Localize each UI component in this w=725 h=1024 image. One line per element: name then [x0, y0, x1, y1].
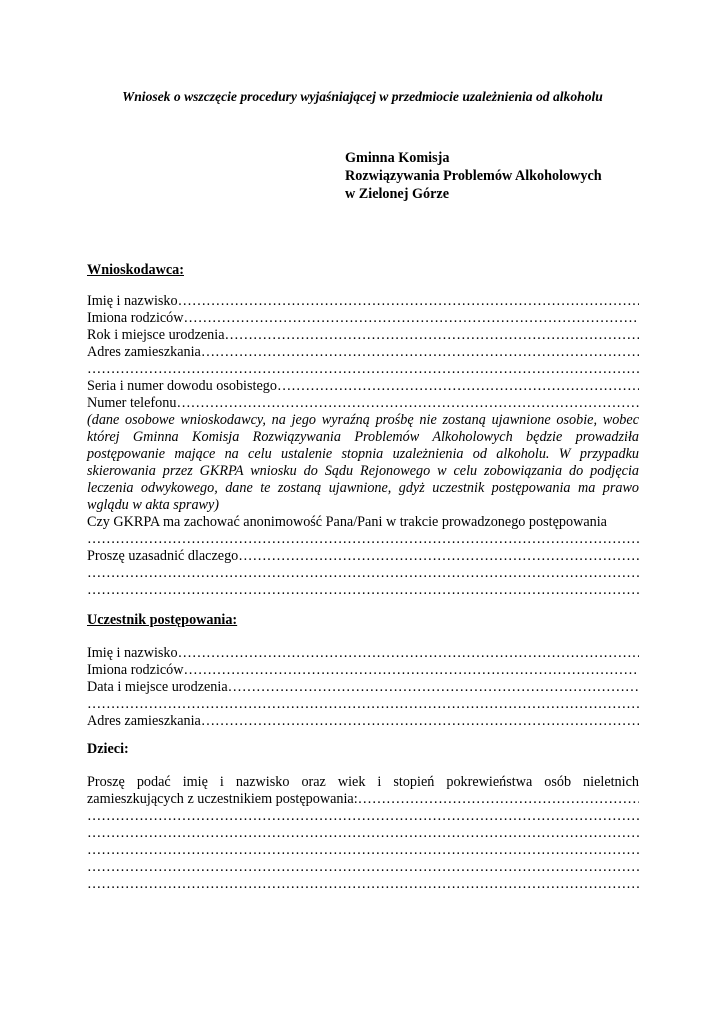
- applicant-address-label: Adres zamieszkania: [87, 344, 201, 360]
- children-instruction: Proszę podać imię i nazwisko oraz wiek i stopień pokrewieństwa osób nieletnich: [87, 774, 639, 790]
- fill-in-line: [225, 327, 640, 344]
- fill-in-line: [87, 696, 639, 713]
- children-field[interactable]: [87, 842, 639, 859]
- fill-in-line: [87, 859, 639, 876]
- applicant-heading: Wnioskodawca:: [87, 262, 184, 278]
- participant-parents-label: Imiona rodziców: [87, 662, 184, 678]
- participant-birth-field[interactable]: [87, 679, 639, 696]
- children-field[interactable]: [87, 859, 639, 876]
- fill-in-line: [87, 825, 639, 842]
- children-heading: Dzieci:: [87, 741, 129, 757]
- children-instruction-continuation: zamieszkujących z uczestnikiem postępowania:: [87, 791, 358, 807]
- children-first-field[interactable]: [87, 791, 639, 808]
- justification-continuation[interactable]: [87, 565, 639, 582]
- participant-heading: Uczestnik postępowania:: [87, 612, 238, 628]
- participant-parents-field[interactable]: [87, 662, 639, 679]
- applicant-birth-label: Rok i miejsce urodzenia: [87, 327, 225, 343]
- fill-in-line: [201, 713, 639, 730]
- fill-in-line: [238, 548, 639, 565]
- participant-address-label: Adres zamieszkania: [87, 713, 201, 729]
- participant-birth-continuation[interactable]: [87, 696, 639, 713]
- applicant-id-label: Seria i numer dowodu osobistego: [87, 378, 277, 394]
- participant-address-field[interactable]: [87, 713, 639, 730]
- document-title: Wniosek o wszczęcie procedury wyjaśniającej w przedmiocie uzależnienia od alkoholu: [122, 89, 603, 104]
- anonymity-question: Czy GKRPA ma zachować anonimowość Pana/Pani w trakcie prowadzonego postępowania: [87, 514, 607, 530]
- fill-in-line: [201, 344, 639, 361]
- fill-in-line: [87, 842, 639, 859]
- justification-field[interactable]: [87, 548, 639, 565]
- children-field[interactable]: [87, 808, 639, 825]
- fill-in-line: [358, 791, 639, 808]
- applicant-name-label: Imię i nazwisko: [87, 293, 178, 309]
- applicant-phone-label: Numer telefonu: [87, 395, 177, 411]
- participant-section: [87, 645, 639, 730]
- applicant-address-field[interactable]: [87, 344, 639, 361]
- participant-name-field[interactable]: [87, 645, 639, 662]
- applicant-address-continuation[interactable]: [87, 361, 639, 378]
- addressee-line-2: Rozwiązywania Problemów Alkoholowych: [345, 168, 602, 184]
- children-field[interactable]: [87, 876, 639, 893]
- fill-in-line: [87, 582, 639, 599]
- justification-continuation[interactable]: [87, 582, 639, 599]
- participant-name-label: Imię i nazwisko: [87, 645, 178, 661]
- fill-in-line: [87, 565, 639, 582]
- addressee-block: [345, 149, 602, 203]
- applicant-parents-field[interactable]: [87, 310, 639, 327]
- applicant-privacy-note: (dane osobowe wnioskodawcy, na jego wyraźną prośbę nie zostaną ujawnione osobie, wobec której Gminna Komisja Rozwiązywania Problemów Alkoholowych będzie prowadziła postępowanie mające na celu ustalenie stopnia uzależnienia od alkoholu. W przypadku skierowania przez GKRPA wniosku do Sądu Rejonowego w celu zobowiązania do podjęcia leczenia odwykowego, dane te zostaną ujawnione, gdyż uczestnik postępowania ma prawo wglądu w akta sprawy): [87, 412, 639, 513]
- fill-in-line: [178, 645, 639, 662]
- addressee-line-3: w Zielonej Górze: [345, 186, 450, 202]
- anonymity-answer-field[interactable]: [87, 531, 639, 548]
- applicant-section: [87, 293, 639, 599]
- justification-label: Proszę uzasadnić dlaczego: [87, 548, 239, 564]
- applicant-phone-field[interactable]: [87, 395, 639, 412]
- fill-in-line: [184, 310, 639, 327]
- fill-in-line: [184, 662, 639, 679]
- participant-birth-label: Data i miejsce urodzenia: [87, 679, 228, 695]
- children-section: [87, 774, 639, 893]
- fill-in-line: [87, 361, 639, 378]
- addressee-line-1: Gminna Komisja: [345, 150, 450, 166]
- fill-in-line: [87, 531, 639, 548]
- fill-in-line: [277, 378, 639, 395]
- fill-in-line: [87, 876, 639, 893]
- fill-in-line: [176, 395, 639, 412]
- children-field[interactable]: [87, 825, 639, 842]
- applicant-name-field[interactable]: [87, 293, 639, 310]
- fill-in-line: [228, 679, 639, 696]
- applicant-id-field[interactable]: [87, 378, 639, 395]
- fill-in-line: [87, 808, 639, 825]
- applicant-birth-field[interactable]: [87, 327, 639, 344]
- fill-in-line: [178, 293, 639, 310]
- applicant-parents-label: Imiona rodziców: [87, 310, 184, 326]
